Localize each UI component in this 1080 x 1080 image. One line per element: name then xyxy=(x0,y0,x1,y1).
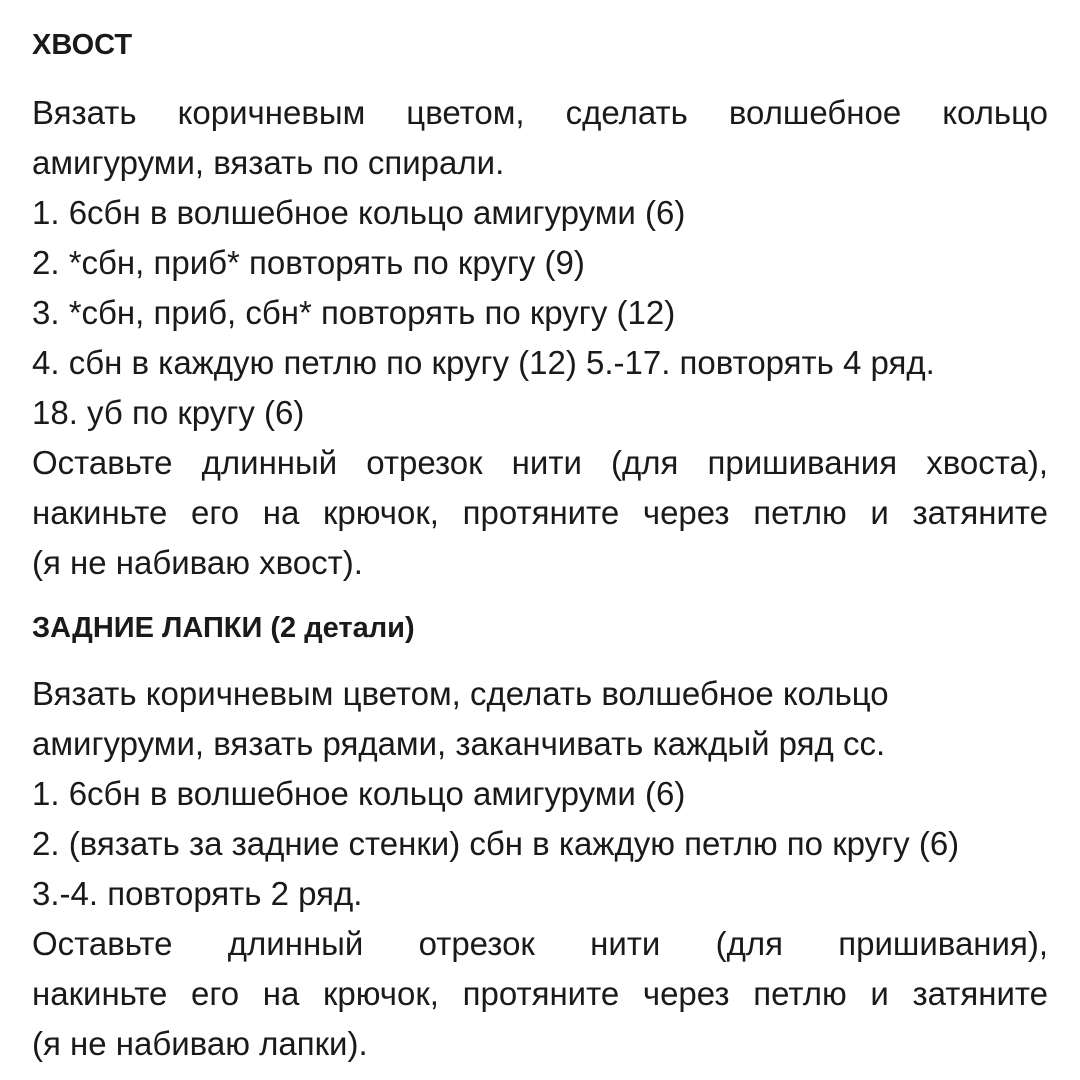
tail-finish-line-2: накиньте его на крючок, протяните через петлю и затяните xyxy=(32,494,1048,531)
tail-row-2: 2. *сбн, приб* повторять по кругу (9) xyxy=(32,244,585,281)
paws-line-2: амигуруми, вязать рядами, заканчивать каждый ряд сс. xyxy=(32,725,886,762)
tail-line-2: амигуруми, вязать по спирали. xyxy=(32,144,505,181)
tail-row-1: 1. 6сбн в волшебное кольцо амигуруми (6) xyxy=(32,194,686,231)
paws-row-1: 1. 6сбн в волшебное кольцо амигуруми (6) xyxy=(32,775,686,812)
paws-finish-line-3: (я не набиваю лапки). xyxy=(32,1025,368,1062)
paws-row-3-4: 3.-4. повторять 2 ряд. xyxy=(32,875,363,912)
tail-line-1: Вязать коричневым цветом, сделать волшебное кольцо xyxy=(32,94,1048,131)
paws-row-2: 2. (вязать за задние стенки) сбн в каждую петлю по кругу (6) xyxy=(32,825,960,862)
paws-finish-line-1: Оставьте длинный отрезок нити (для пришивания), xyxy=(32,925,1048,962)
tail-row-18: 18. уб по кругу (6) xyxy=(32,394,305,431)
section-title-tail: ХВОСТ xyxy=(32,29,133,61)
paws-line-1: Вязать коричневым цветом, сделать волшебное кольцо xyxy=(32,675,889,712)
tail-finish-line-3: (я не набиваю хвост). xyxy=(32,544,363,581)
section-title-back-paws: ЗАДНИЕ ЛАПКИ (2 детали) xyxy=(32,612,415,644)
tail-row-4: 4. сбн в каждую петлю по кругу (12) 5.-17. повторять 4 ряд. xyxy=(32,344,935,381)
tail-row-3: 3. *сбн, приб, сбн* повторять по кругу (12) xyxy=(32,294,676,331)
paws-finish-line-2: накиньте его на крючок, протяните через петлю и затяните xyxy=(32,975,1048,1012)
tail-finish-line-1: Оставьте длинный отрезок нити (для пришивания хвоста), xyxy=(32,444,1048,481)
